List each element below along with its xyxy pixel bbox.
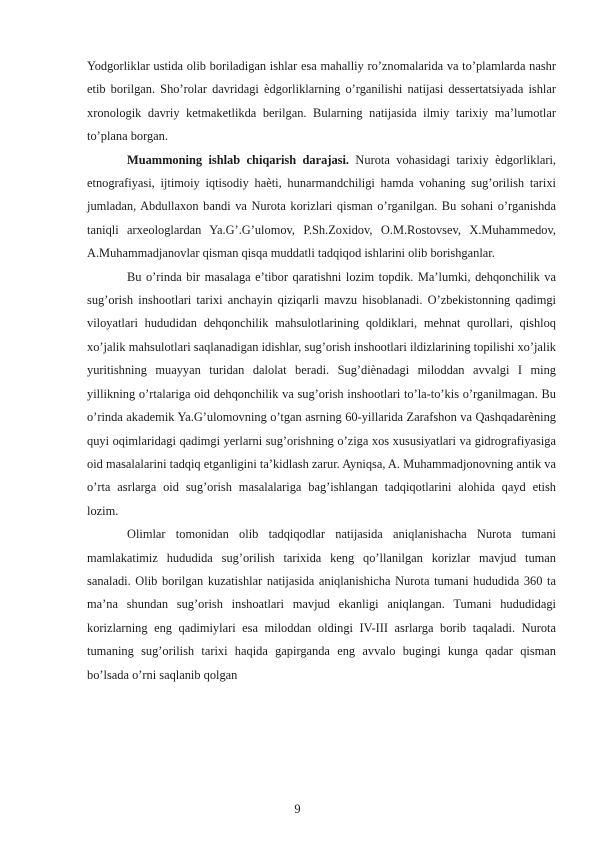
paragraph-text: Yodgorliklar ustida olib boriladigan ishlar esa mahalliy ro’znomalarida va to’plamlarda nashr etib borilgan. Sho’rolar davridagi ѐdgorliklarning o’rganilishi natijasi dessertatsiyada ishlar xronologik davriy ketmaketlikda berilgan. Bularning natijasida ilmiy tarixiy ma’lumotlar to’plana borgan. xyxy=(87,59,556,144)
paragraph-text: Bu o’rinda bir masalaga e’tibor qaratishni lozim topdik. Ma’lumki, dehqonchilik va sug’orish inshootlari tarixi anchayin qiziqarli mavzu hisoblanadi. O’zbekistonning qadimgi viloyatlari hududidan dehqonchilik mahsulotlarining qoldiklari, mehnat qurollari, qishloq xo’jalik mahsulotlari saqlanadigan idishlar, sug’orish inshootlari ildizlarining topilishi xo’jalik yuritishning muayyan turidan dalolat beradi. Sug’diѐnadagi miloddan avvalgi I ming yillikning o’rtalariga oid dehqonchilik va sug’orish inshootlari to’la-to’kis o’rganilmagan. Bu o’rinda akademik Ya.G’ulomovning o’tgan asrning 60-yillarida Zarafshon va Qashqadarѐning quyi oqimlaridagi qadimgi yerlarni sug’orishning o’ziga xos xususiyatlari va gidrografiyasiga oid masalalarini tadqiq etganligini ta’kidlash zarur. Ayniqsa, A. Muhammadjonovning antik va o’rta asrlarga oid sug’orish masalalariga bag’ishlangan tadqiqotlarini alohida qayd etish lozim. xyxy=(87,269,556,518)
page-number: 9 xyxy=(294,802,301,816)
paragraph-1 xyxy=(87,55,556,149)
paragraph-4 xyxy=(87,523,556,687)
paragraph-text: Nurota vohasidagi tarixiy ѐdgorliklari, etnografiyasi, ijtimoiy iqtisodiy haѐti, hunarmandchiligi hamda vohaning sug’orilish tarixi jumladan, Abdullaxon bandi va Nurota korizlari qisman o’rganilgan. Bu sohani o’rganishda taniqli arxeologlardan Ya.G’.G’ulomov, P.Sh.Zoxidov, O.M.Rostovsev, X.Muhammedov, A.Muhammadjanovlar qisman qisqa muddatli tadqiqod ishlarini olib borishganlar. xyxy=(87,152,556,261)
section-heading: Muammoning ishlab chiqarish darajasi. xyxy=(127,152,350,167)
paragraph-text: Olimlar tomonidan olib tadqiqodlar natijasida aniqlanishacha Nurota tumani mamlakatimiz hududida sug’orilish tarixida keng qo’llanilgan korizlar mavjud tuman sanaladi. Olib borilgan kuzatishlar natijasida aniqlanishicha Nurota tumani hududida 360 ta ma’na shundan sug’orish inshoatlari mavjud ekanligi aniqlangan. Tumani hududidagi korizlarning eng qadimiylari esa miloddan oldingi IV-III asrlarga borib taqaladi. Nurota tumaning sug’orilish tarixi haqida gapirganda eng avvalo bugingi kunga qadar qisman bo’lsada o’rni saqlanib qolgan xyxy=(87,527,556,682)
body-text xyxy=(87,55,556,687)
paragraph-2 xyxy=(87,149,556,266)
paragraph-3 xyxy=(87,266,556,523)
